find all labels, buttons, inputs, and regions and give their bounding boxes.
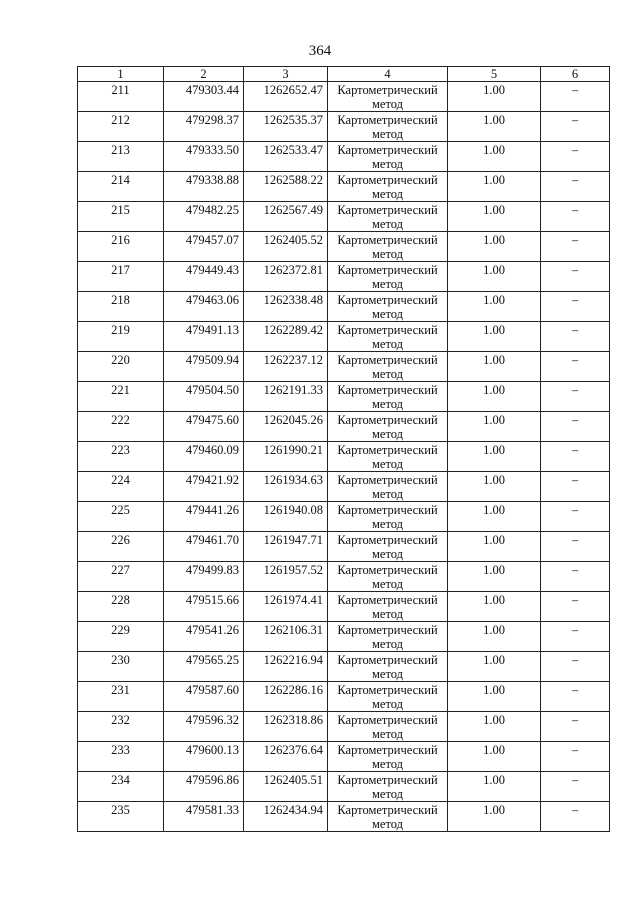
method-line-1: Картометрический <box>337 263 438 277</box>
table-row <box>78 202 610 232</box>
method-line-1: Картометрический <box>337 623 438 637</box>
x-coordinate-cell: 479509.94 <box>164 352 244 382</box>
y-coordinate-cell: 1261974.41 <box>244 592 328 622</box>
accuracy-cell: 1.00 <box>448 442 541 472</box>
method-line-1: Картометрический <box>337 233 438 247</box>
method-cell <box>328 322 448 352</box>
table-row <box>78 682 610 712</box>
table-body <box>78 82 610 832</box>
y-coordinate-cell: 1262338.48 <box>244 292 328 322</box>
accuracy-cell: 1.00 <box>448 82 541 112</box>
method-line-1: Картометрический <box>337 323 438 337</box>
accuracy-cell: 1.00 <box>448 802 541 832</box>
table-row <box>78 382 610 412</box>
method-cell <box>328 172 448 202</box>
method-line-1: Картометрический <box>337 713 438 727</box>
table-row <box>78 472 610 502</box>
table-row <box>78 142 610 172</box>
table-row <box>78 562 610 592</box>
method-cell <box>328 412 448 442</box>
accuracy-cell: 1.00 <box>448 172 541 202</box>
header-col-1: 1 <box>78 67 164 82</box>
method-line-2: метод <box>371 127 403 141</box>
method-line-2: метод <box>371 307 403 321</box>
y-coordinate-cell: 1261957.52 <box>244 562 328 592</box>
point-number-cell: 234 <box>78 772 164 802</box>
accuracy-cell: 1.00 <box>448 322 541 352</box>
method-cell <box>328 802 448 832</box>
table-row <box>78 352 610 382</box>
y-coordinate-cell: 1261947.71 <box>244 532 328 562</box>
method-cell <box>328 292 448 322</box>
note-cell: – <box>541 322 610 352</box>
method-line-2: метод <box>371 97 403 111</box>
accuracy-cell: 1.00 <box>448 622 541 652</box>
method-cell <box>328 82 448 112</box>
y-coordinate-cell: 1262567.49 <box>244 202 328 232</box>
accuracy-cell: 1.00 <box>448 382 541 412</box>
accuracy-cell: 1.00 <box>448 202 541 232</box>
table-row <box>78 712 610 742</box>
y-coordinate-cell: 1262045.26 <box>244 412 328 442</box>
point-number-cell: 219 <box>78 322 164 352</box>
method-line-1: Картометрический <box>337 533 438 547</box>
table-row <box>78 772 610 802</box>
point-number-cell: 222 <box>78 412 164 442</box>
method-line-2: метод <box>371 457 403 471</box>
note-cell: – <box>541 262 610 292</box>
method-cell <box>328 112 448 142</box>
x-coordinate-cell: 479461.70 <box>164 532 244 562</box>
point-number-cell: 235 <box>78 802 164 832</box>
method-line-1: Картометрический <box>337 473 438 487</box>
method-line-1: Картометрический <box>337 353 438 367</box>
table-row <box>78 322 610 352</box>
method-line-1: Картометрический <box>337 743 438 757</box>
point-number-cell: 218 <box>78 292 164 322</box>
method-cell <box>328 592 448 622</box>
point-number-cell: 233 <box>78 742 164 772</box>
accuracy-cell: 1.00 <box>448 652 541 682</box>
method-line-2: метод <box>371 247 403 261</box>
note-cell: – <box>541 82 610 112</box>
accuracy-cell: 1.00 <box>448 592 541 622</box>
method-line-2: метод <box>371 787 403 801</box>
method-line-1: Картометрический <box>337 563 438 577</box>
table-row <box>78 292 610 322</box>
header-col-2: 2 <box>164 67 244 82</box>
x-coordinate-cell: 479298.37 <box>164 112 244 142</box>
note-cell: – <box>541 172 610 202</box>
method-line-2: метод <box>371 727 403 741</box>
y-coordinate-cell: 1261940.08 <box>244 502 328 532</box>
point-number-cell: 221 <box>78 382 164 412</box>
method-line-1: Картометрический <box>337 293 438 307</box>
method-line-1: Картометрический <box>337 83 438 97</box>
y-coordinate-cell: 1261934.63 <box>244 472 328 502</box>
point-number-cell: 215 <box>78 202 164 232</box>
method-cell <box>328 502 448 532</box>
x-coordinate-cell: 479581.33 <box>164 802 244 832</box>
table-row <box>78 442 610 472</box>
x-coordinate-cell: 479303.44 <box>164 82 244 112</box>
note-cell: – <box>541 772 610 802</box>
method-line-2: метод <box>371 757 403 771</box>
accuracy-cell: 1.00 <box>448 262 541 292</box>
note-cell: – <box>541 682 610 712</box>
y-coordinate-cell: 1262372.81 <box>244 262 328 292</box>
note-cell: – <box>541 622 610 652</box>
x-coordinate-cell: 479333.50 <box>164 142 244 172</box>
table-row <box>78 172 610 202</box>
method-line-2: метод <box>371 217 403 231</box>
method-line-2: метод <box>371 337 403 351</box>
note-cell: – <box>541 232 610 262</box>
note-cell: – <box>541 202 610 232</box>
point-number-cell: 225 <box>78 502 164 532</box>
accuracy-cell: 1.00 <box>448 142 541 172</box>
header-col-3: 3 <box>244 67 328 82</box>
y-coordinate-cell: 1262216.94 <box>244 652 328 682</box>
method-line-1: Картометрический <box>337 683 438 697</box>
accuracy-cell: 1.00 <box>448 772 541 802</box>
method-line-2: метод <box>371 517 403 531</box>
y-coordinate-cell: 1261990.21 <box>244 442 328 472</box>
point-number-cell: 226 <box>78 532 164 562</box>
method-line-1: Картометрический <box>337 443 438 457</box>
method-cell <box>328 622 448 652</box>
y-coordinate-cell: 1262318.86 <box>244 712 328 742</box>
accuracy-cell: 1.00 <box>448 502 541 532</box>
y-coordinate-cell: 1262106.31 <box>244 622 328 652</box>
x-coordinate-cell: 479491.13 <box>164 322 244 352</box>
x-coordinate-cell: 479463.06 <box>164 292 244 322</box>
method-cell <box>328 442 448 472</box>
point-number-cell: 229 <box>78 622 164 652</box>
method-line-2: метод <box>371 277 403 291</box>
accuracy-cell: 1.00 <box>448 532 541 562</box>
method-cell <box>328 532 448 562</box>
y-coordinate-cell: 1262652.47 <box>244 82 328 112</box>
note-cell: – <box>541 592 610 622</box>
point-number-cell: 223 <box>78 442 164 472</box>
method-line-1: Картометрический <box>337 653 438 667</box>
note-cell: – <box>541 472 610 502</box>
method-line-2: метод <box>371 577 403 591</box>
header-col-5: 5 <box>448 67 541 82</box>
method-cell <box>328 232 448 262</box>
method-line-2: метод <box>371 487 403 501</box>
x-coordinate-cell: 479441.26 <box>164 502 244 532</box>
point-number-cell: 216 <box>78 232 164 262</box>
note-cell: – <box>541 352 610 382</box>
method-cell <box>328 352 448 382</box>
table-header-row <box>78 67 610 82</box>
method-cell <box>328 772 448 802</box>
note-cell: – <box>541 382 610 412</box>
y-coordinate-cell: 1262535.37 <box>244 112 328 142</box>
method-line-2: метод <box>371 817 403 831</box>
accuracy-cell: 1.00 <box>448 472 541 502</box>
note-cell: – <box>541 142 610 172</box>
point-number-cell: 220 <box>78 352 164 382</box>
table-row <box>78 262 610 292</box>
x-coordinate-cell: 479460.09 <box>164 442 244 472</box>
x-coordinate-cell: 479449.43 <box>164 262 244 292</box>
x-coordinate-cell: 479600.13 <box>164 742 244 772</box>
accuracy-cell: 1.00 <box>448 232 541 262</box>
method-line-2: метод <box>371 667 403 681</box>
method-line-2: метод <box>371 607 403 621</box>
method-line-2: метод <box>371 547 403 561</box>
x-coordinate-cell: 479541.26 <box>164 622 244 652</box>
method-cell <box>328 472 448 502</box>
y-coordinate-cell: 1262289.42 <box>244 322 328 352</box>
note-cell: – <box>541 412 610 442</box>
method-cell <box>328 382 448 412</box>
table-row <box>78 412 610 442</box>
y-coordinate-cell: 1262588.22 <box>244 172 328 202</box>
table-row <box>78 532 610 562</box>
y-coordinate-cell: 1262376.64 <box>244 742 328 772</box>
method-line-1: Картометрический <box>337 143 438 157</box>
method-line-2: метод <box>371 397 403 411</box>
accuracy-cell: 1.00 <box>448 712 541 742</box>
table-row <box>78 802 610 832</box>
y-coordinate-cell: 1262237.12 <box>244 352 328 382</box>
point-number-cell: 224 <box>78 472 164 502</box>
method-line-1: Картометрический <box>337 173 438 187</box>
x-coordinate-cell: 479596.86 <box>164 772 244 802</box>
x-coordinate-cell: 479475.60 <box>164 412 244 442</box>
y-coordinate-cell: 1262405.52 <box>244 232 328 262</box>
y-coordinate-cell: 1262405.51 <box>244 772 328 802</box>
point-number-cell: 231 <box>78 682 164 712</box>
table-row <box>78 592 610 622</box>
y-coordinate-cell: 1262434.94 <box>244 802 328 832</box>
accuracy-cell: 1.00 <box>448 682 541 712</box>
point-number-cell: 214 <box>78 172 164 202</box>
y-coordinate-cell: 1262286.16 <box>244 682 328 712</box>
x-coordinate-cell: 479421.92 <box>164 472 244 502</box>
note-cell: – <box>541 112 610 142</box>
accuracy-cell: 1.00 <box>448 292 541 322</box>
table-row <box>78 742 610 772</box>
method-line-1: Картометрический <box>337 773 438 787</box>
x-coordinate-cell: 479587.60 <box>164 682 244 712</box>
method-line-1: Картометрический <box>337 413 438 427</box>
y-coordinate-cell: 1262533.47 <box>244 142 328 172</box>
method-line-1: Картометрический <box>337 383 438 397</box>
point-number-cell: 232 <box>78 712 164 742</box>
header-col-6: 6 <box>541 67 610 82</box>
method-line-2: метод <box>371 157 403 171</box>
point-number-cell: 211 <box>78 82 164 112</box>
note-cell: – <box>541 502 610 532</box>
point-number-cell: 217 <box>78 262 164 292</box>
method-cell <box>328 742 448 772</box>
note-cell: – <box>541 532 610 562</box>
accuracy-cell: 1.00 <box>448 352 541 382</box>
method-line-2: метод <box>371 697 403 711</box>
note-cell: – <box>541 652 610 682</box>
point-number-cell: 228 <box>78 592 164 622</box>
x-coordinate-cell: 479499.83 <box>164 562 244 592</box>
coordinates-table <box>77 66 610 832</box>
accuracy-cell: 1.00 <box>448 742 541 772</box>
table-row <box>78 82 610 112</box>
method-cell <box>328 682 448 712</box>
method-line-1: Картометрический <box>337 503 438 517</box>
x-coordinate-cell: 479504.50 <box>164 382 244 412</box>
method-line-2: метод <box>371 427 403 441</box>
point-number-cell: 213 <box>78 142 164 172</box>
point-number-cell: 227 <box>78 562 164 592</box>
method-cell <box>328 262 448 292</box>
accuracy-cell: 1.00 <box>448 412 541 442</box>
note-cell: – <box>541 742 610 772</box>
point-number-cell: 212 <box>78 112 164 142</box>
x-coordinate-cell: 479565.25 <box>164 652 244 682</box>
method-line-1: Картометрический <box>337 803 438 817</box>
table-row <box>78 232 610 262</box>
method-line-1: Картометрический <box>337 593 438 607</box>
note-cell: – <box>541 442 610 472</box>
method-cell <box>328 712 448 742</box>
method-cell <box>328 652 448 682</box>
x-coordinate-cell: 479515.66 <box>164 592 244 622</box>
x-coordinate-cell: 479482.25 <box>164 202 244 232</box>
table-row <box>78 502 610 532</box>
method-cell <box>328 562 448 592</box>
table-row <box>78 622 610 652</box>
method-cell <box>328 202 448 232</box>
x-coordinate-cell: 479596.32 <box>164 712 244 742</box>
note-cell: – <box>541 802 610 832</box>
method-line-2: метод <box>371 637 403 651</box>
note-cell: – <box>541 712 610 742</box>
accuracy-cell: 1.00 <box>448 112 541 142</box>
x-coordinate-cell: 479457.07 <box>164 232 244 262</box>
x-coordinate-cell: 479338.88 <box>164 172 244 202</box>
y-coordinate-cell: 1262191.33 <box>244 382 328 412</box>
note-cell: – <box>541 562 610 592</box>
header-col-4: 4 <box>328 67 448 82</box>
table-row <box>78 112 610 142</box>
method-line-1: Картометрический <box>337 203 438 217</box>
accuracy-cell: 1.00 <box>448 562 541 592</box>
method-line-1: Картометрический <box>337 113 438 127</box>
note-cell: – <box>541 292 610 322</box>
table-row <box>78 652 610 682</box>
method-line-2: метод <box>371 187 403 201</box>
method-cell <box>328 142 448 172</box>
method-line-2: метод <box>371 367 403 381</box>
point-number-cell: 230 <box>78 652 164 682</box>
page-number: 364 <box>308 43 332 59</box>
